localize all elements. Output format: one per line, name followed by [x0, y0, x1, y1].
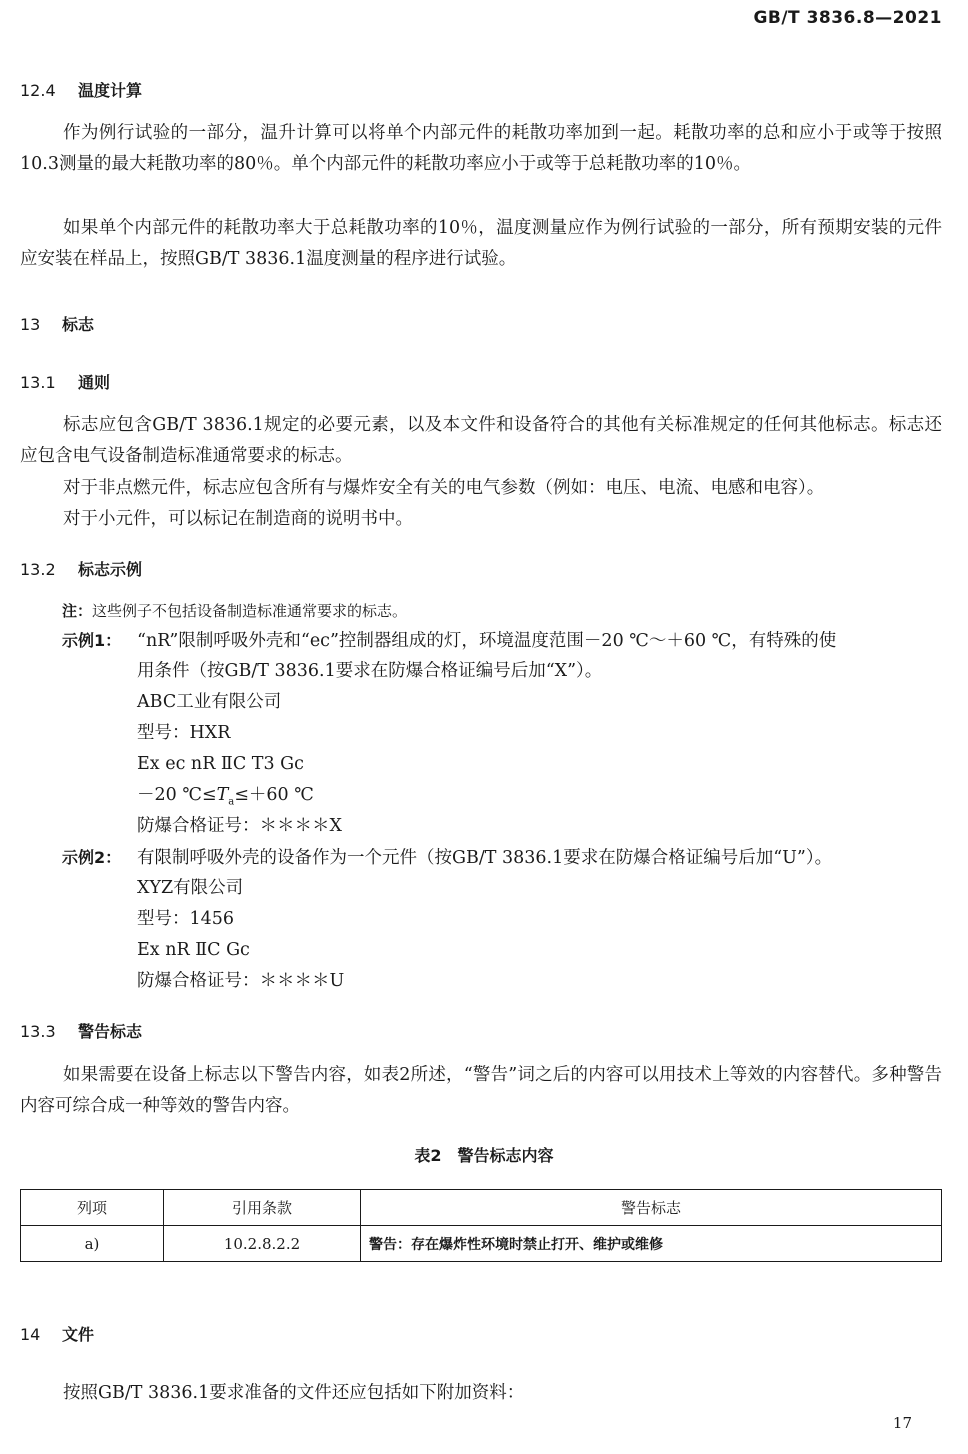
example-text: “nR”限制呼吸外壳和“ec”控制器组成的灯，环境温度范围－20 ℃～＋60 ℃，有特殊的使	[137, 631, 837, 651]
example-text: 有限制呼吸外壳的设备作为一个元件（按GB/T 3836.1要求在防爆合格证编号后加“U”）。	[137, 848, 833, 868]
heading-title: 标志	[62, 315, 95, 334]
heading-13-2	[20, 557, 142, 580]
heading-number: 14	[20, 1325, 41, 1344]
paragraph: 如果需要在设备上标志以下警告内容，如表2所述，“警告”词之后的内容可以用技术上等效的内容替代。多种警告内容可综合成一种等效的警告内容。	[20, 1065, 942, 1116]
temp-lower: －20 ℃≤	[137, 785, 217, 805]
example-label: 示例1：	[62, 631, 122, 650]
certificate-number: 防爆合格证号：＊＊＊＊X	[137, 816, 342, 836]
certificate-number: 防爆合格证号：＊＊＊＊U	[137, 971, 345, 991]
paragraph: 如果单个内部元件的耗散功率大于总耗散功率的10％，温度测量应作为例行试验的一部分，所有预期安装的元件应安装在样品上，按照GB/T 3836.1温度测量的程序进行试验。	[20, 218, 942, 269]
heading-13-3	[20, 1019, 142, 1042]
heading-12-4	[20, 78, 142, 101]
table-cell: 警告：存在爆炸性环境时禁止打开、维护或维修	[361, 1226, 942, 1262]
standard-number-header: GB/T 3836.8—2021	[753, 8, 942, 28]
heading-13	[20, 312, 94, 335]
paragraph: 对于小元件，可以标记在制造商的说明书中。	[63, 509, 413, 529]
warning-marking-table	[20, 1189, 942, 1262]
heading-title: 标志示例	[78, 560, 143, 579]
company-name: ABC工业有限公司	[137, 692, 282, 712]
model-number: 型号：HXR	[137, 723, 231, 743]
page-number: 17	[892, 1414, 912, 1432]
heading-title: 温度计算	[78, 81, 143, 100]
heading-number: 13.2	[20, 560, 56, 579]
table-header-row	[21, 1190, 942, 1226]
example-1-first-line	[62, 625, 942, 657]
note	[62, 600, 407, 622]
ex-marking: Ex ec nR ⅡC T3 Gc	[137, 754, 304, 774]
temp-upper: ≤＋60 ℃	[234, 785, 314, 805]
heading-number: 13.3	[20, 1022, 56, 1041]
heading-title: 文件	[62, 1325, 95, 1344]
note-text: 这些例子不包括设备制造标准通常要求的标志。	[92, 602, 408, 620]
example-label: 示例2：	[62, 848, 122, 867]
model-number: 型号：1456	[137, 909, 235, 929]
column-header: 警告标志	[361, 1190, 942, 1226]
column-header: 引用条款	[164, 1190, 361, 1226]
paragraph: 对于非点燃元件，标志应包含所有与爆炸安全有关的电气参数（例如：电压、电流、电感和电容）。	[63, 478, 825, 498]
heading-title: 通则	[78, 373, 111, 392]
heading-14	[20, 1322, 94, 1345]
paragraph: 按照GB/T 3836.1要求准备的文件还应包括如下附加资料：	[63, 1383, 525, 1403]
paragraph: 标志应包含GB/T 3836.1规定的必要元素，以及本文件和设备符合的其他有关标准规定的任何其他标志。标志还应包含电气设备制造标准通常要求的标志。	[20, 415, 942, 466]
example-text: 用条件（按GB/T 3836.1要求在防爆合格证编号后加“X”）。	[137, 661, 603, 681]
paragraph: 作为例行试验的一部分，温升计算可以将单个内部元件的耗散功率加到一起。耗散功率的总和应小于或等于按照10.3测量的最大耗散功率的80％。单个内部元件的耗散功率应小于或等于总耗散功率的10％。	[20, 123, 942, 174]
table-caption: 表2 警告标志内容	[414, 1146, 554, 1165]
heading-13-1	[20, 370, 110, 393]
heading-number: 13.1	[20, 373, 56, 392]
ex-marking: Ex nR ⅡC Gc	[137, 940, 250, 960]
company-name: XYZ有限公司	[137, 878, 244, 898]
table-row	[21, 1226, 942, 1262]
table-cell: 10.2.8.2.2	[164, 1226, 361, 1262]
note-label: 注：	[62, 602, 93, 620]
heading-title: 警告标志	[78, 1022, 143, 1041]
heading-number: 12.4	[20, 81, 56, 100]
table-cell: a)	[21, 1226, 164, 1262]
temp-symbol: T	[216, 785, 229, 805]
example-2-first-line	[62, 842, 942, 874]
column-header: 列项	[21, 1190, 164, 1226]
heading-number: 13	[20, 315, 41, 334]
temp-subscript: a	[228, 796, 235, 808]
